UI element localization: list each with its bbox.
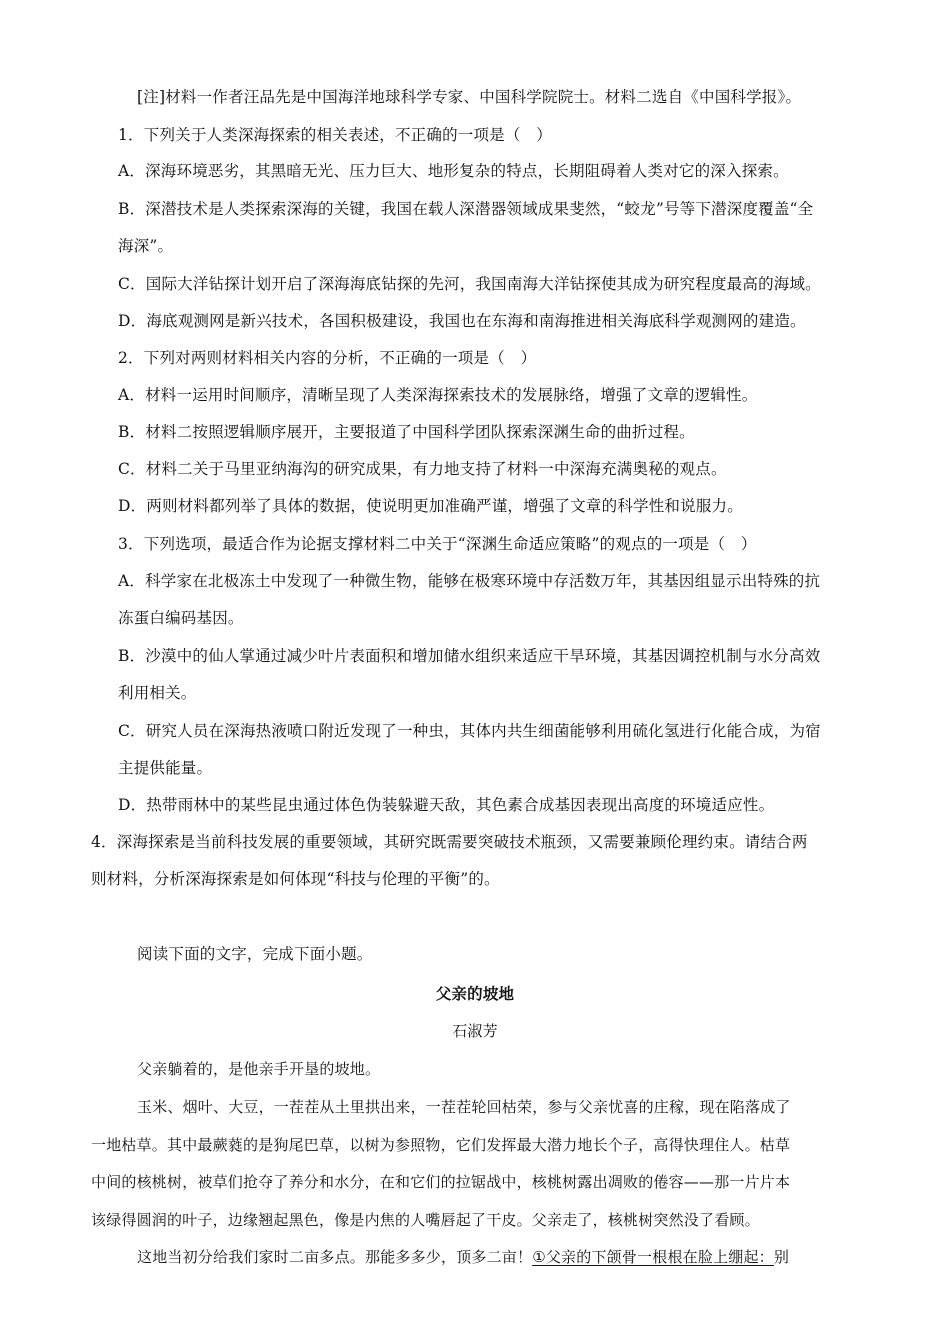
reading-author: 石淑芳 bbox=[452, 1022, 498, 1040]
question-1-option-b-cont: 海深”。 bbox=[118, 237, 174, 255]
question-2-stem: 2．下列对两则材料相关内容的分析，不正确的一项是（ ） bbox=[118, 349, 537, 367]
question-3-option-a: A．科学家在北极冻土中发现了一种微生物，能够在极寒环境中存活数万年，其基因组显示出特殊的抗 bbox=[118, 572, 821, 590]
question-2-option-b: B．材料二按照逻辑顺序展开，主要报道了中国科学团队探索深渊生命的曲折过程。 bbox=[118, 423, 695, 441]
note-line: [注]材料一作者汪品先是中国海洋地球科学专家、中国科学院院士。材料二选自《中国科学报》。 bbox=[137, 88, 802, 106]
underlined-sentence-1: ①父亲的下颌骨一根根在脸上绷起： bbox=[532, 1248, 774, 1266]
question-3-option-b: B．沙漠中的仙人掌通过减少叶片表面积和增加储水组织来适应干旱环境，其基因调控机制与水分高效 bbox=[118, 647, 821, 665]
question-3-option-d: D．热带雨林中的某些昆虫通过体色伪装躲避天敌，其色素合成基因表现出高度的环境适应性。 bbox=[118, 796, 775, 814]
question-1-stem: 1．下列关于人类深海探索的相关表述，不正确的一项是（ ） bbox=[118, 126, 552, 144]
reading-title: 父亲的坡地 bbox=[435, 985, 515, 1003]
question-1-option-c: C．国际大洋钻探计划开启了深海海底钻探的先河，我国南海大洋钻探使其成为研究程度最高的海域。 bbox=[118, 275, 821, 293]
paragraph-2-line-4: 该绿得圆润的叶子，边缘翘起黑色，像是内焦的人嘴唇起了干皮。父亲走了，核桃树突然没了看顾。 bbox=[91, 1211, 760, 1229]
question-1-option-a: A．深海环境恶劣，其黑暗无光、压力巨大、地形复杂的特点，长期阻碍着人类对它的深入探索。 bbox=[118, 162, 789, 180]
question-4-stem-cont: 则材料，分析深海探索是如何体现“科技与伦理的平衡”的。 bbox=[91, 870, 500, 888]
paragraph-2-line-1: 玉米、烟叶、大豆，一茬茬从土里拱出来，一茬茬轮回枯荣，参与父亲忧喜的庄稼，现在陷落成了 bbox=[137, 1098, 791, 1116]
question-2-option-d: D．两则材料都列举了具体的数据，使说明更加准确严谨，增强了文章的科学性和说服力。 bbox=[118, 497, 743, 515]
question-1-option-b: B．深潜技术是人类探索深海的关键，我国在载人深潜器领域成果斐然，“蛟龙”号等下潜深度覆盖“全 bbox=[118, 200, 814, 218]
paragraph-3 bbox=[137, 1246, 789, 1268]
paragraph-3-tail: 别 bbox=[773, 1248, 790, 1266]
question-2-option-a: A．材料一运用时间顺序，清晰呈现了人类深海探索技术的发展脉络，增强了文章的逻辑性。 bbox=[118, 386, 758, 404]
question-3-stem: 3．下列选项，最适合作为论据支撑材料二中关于“深渊生命适应策略”的观点的一项是（ ） bbox=[118, 535, 757, 553]
question-3-option-c: C．研究人员在深海热液喷口附近发现了一种虫，其体内共生细菌能够利用硫化氢进行化能合成，为宿 bbox=[118, 722, 821, 740]
paragraph-3-text: 这地当初分给我们家时二亩多点。那能多多少，顶多二亩！ bbox=[137, 1248, 533, 1266]
question-4-stem: 4．深海探索是当前科技发展的重要领域，其研究既需要突破技术瓶颈，又需要兼顾伦理约束。请结合两 bbox=[91, 833, 808, 851]
question-3-option-b-cont: 利用相关。 bbox=[118, 684, 197, 702]
paragraph-2-line-3: 中间的核桃树，被草们抢夺了养分和水分，在和它们的拉锯战中，核桃树露出凋败的倦容——那一片片本 bbox=[91, 1173, 791, 1191]
reading-intro: 阅读下面的文字，完成下面小题。 bbox=[137, 945, 373, 963]
question-3-option-c-cont: 主提供能量。 bbox=[118, 759, 213, 777]
question-3-option-a-cont: 冻蛋白编码基因。 bbox=[118, 609, 244, 627]
question-2-option-c: C．材料二关于马里亚纳海沟的研究成果，有力地支持了材料一中深海充满奥秘的观点。 bbox=[118, 460, 727, 478]
paragraph-2-line-2: 一地枯草。其中最蕨蕤的是狗尾巴草，以树为参照物，它们发挥最大潜力地长个子，高得快理住人。枯草 bbox=[91, 1136, 791, 1154]
question-1-option-d: D．海底观测网是新兴技术，各国积极建设，我国也在东海和南海推进相关海底科学观测网的建造。 bbox=[118, 312, 806, 330]
paragraph-1: 父亲躺着的，是他亲手开垦的坡地。 bbox=[137, 1060, 381, 1078]
